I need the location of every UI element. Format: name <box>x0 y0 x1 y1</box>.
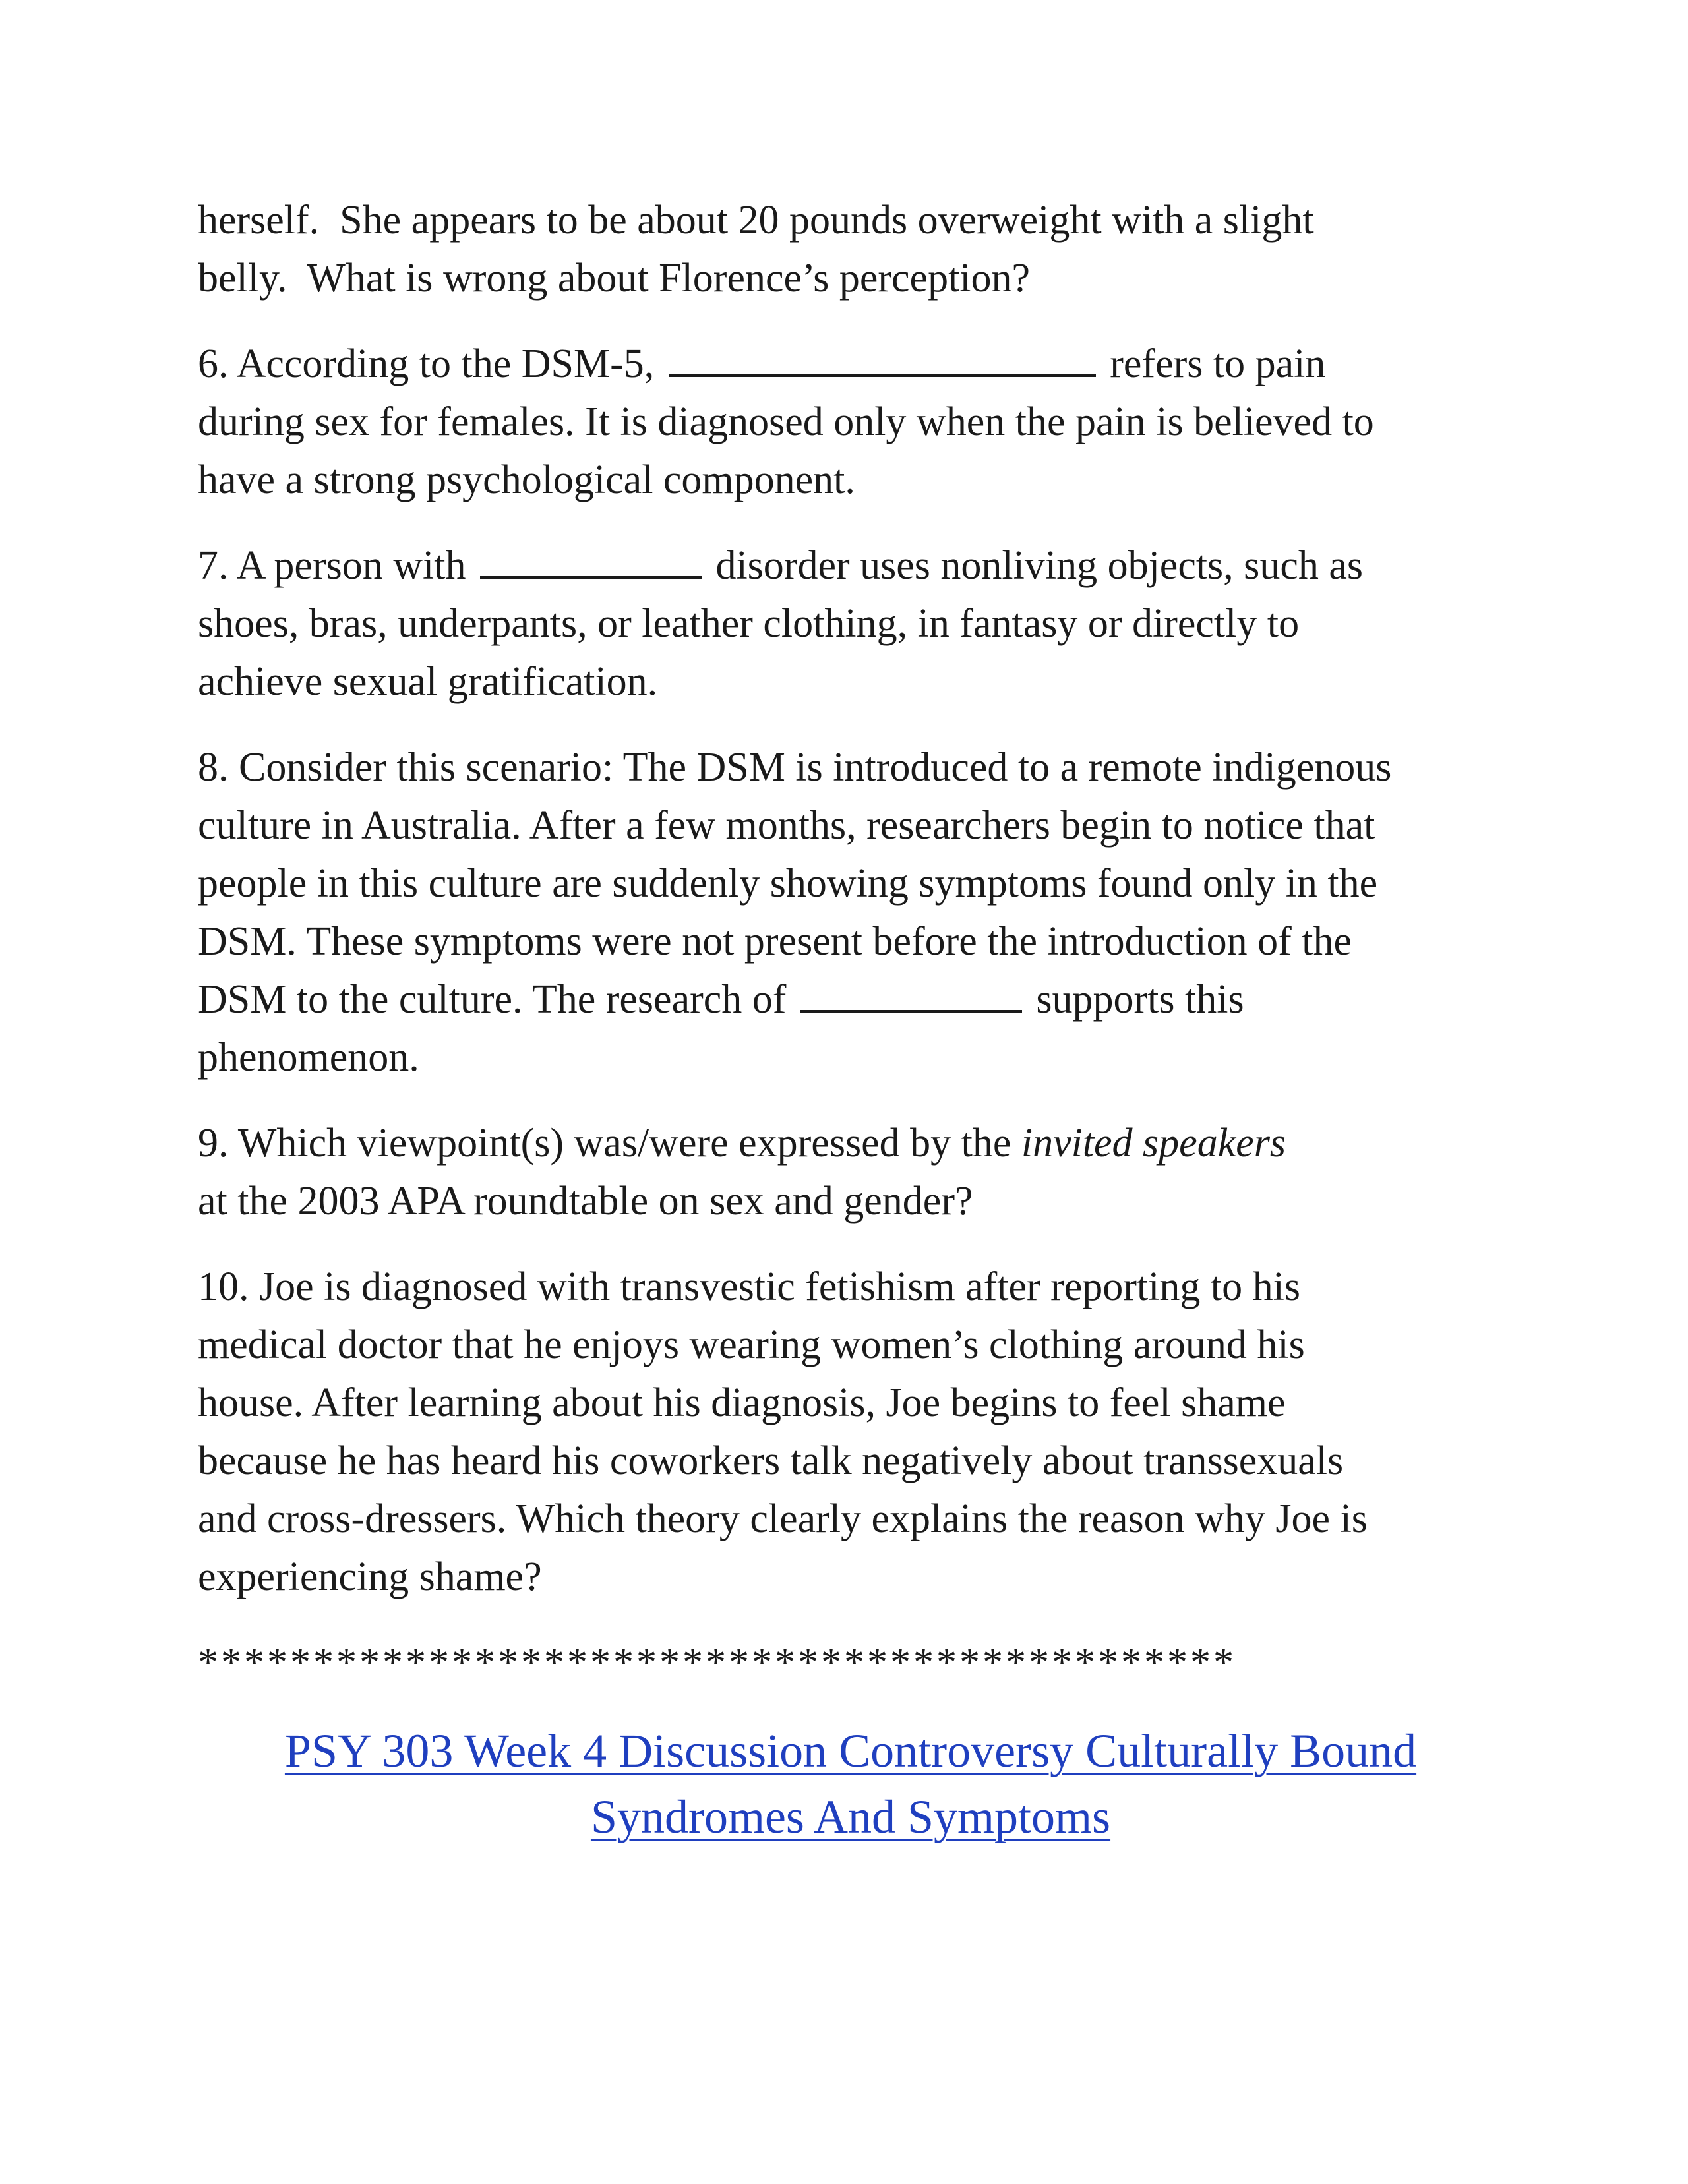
course-link[interactable] <box>198 1718 1503 1850</box>
text-line: DSM. These symptoms were not present before the introduction of the <box>198 919 1352 964</box>
answer-blank <box>669 336 1096 377</box>
course-link-line-2[interactable]: Syndromes And Symptoms <box>590 1790 1111 1843</box>
answer-blank <box>800 972 1022 1013</box>
text-line: culture in Australia. After a few months, researchers begin to notice that <box>198 803 1375 848</box>
text-line: during sex for females. It is diagnosed only when the pain is believed to <box>198 399 1374 444</box>
text-line <box>198 537 1503 595</box>
question-9 <box>198 1114 1503 1230</box>
text-line: shoes, bras, underpants, or leather clothing, in fantasy or directly to <box>198 601 1300 646</box>
question-9-text-start: 9. Which viewpoint(s) was/were expressed by the <box>198 1121 1021 1166</box>
question-10 <box>198 1258 1503 1606</box>
question-6 <box>198 335 1503 509</box>
text-line <box>198 335 1503 393</box>
text-line <box>198 1114 1503 1172</box>
question-7-text-start: 7. A person with <box>198 543 476 588</box>
text-line: belly. What is wrong about Florence’s perception? <box>198 256 1031 301</box>
question-9-italic-text: invited speakers <box>1021 1121 1286 1166</box>
text-line: at the 2003 APA roundtable on sex and gender? <box>198 1179 973 1224</box>
text-line: house. After learning about his diagnosis, Joe begins to feel shame <box>198 1380 1286 1425</box>
text-line: experiencing shame? <box>198 1554 542 1599</box>
text-line: 10. Joe is diagnosed with transvestic fetishism after reporting to his <box>198 1264 1300 1309</box>
text-line: and cross-dressers. Which theory clearly explains the reason why Joe is <box>198 1496 1368 1541</box>
separator: ********************************************* <box>198 1640 1236 1685</box>
course-link-line-1[interactable]: PSY 303 Week 4 Discussion Controversy Culturally Bound <box>284 1725 1417 1777</box>
question-7 <box>198 537 1503 711</box>
text-line: people in this culture are suddenly showing symptoms found only in the <box>198 861 1378 906</box>
text-line: herself. She appears to be about 20 pounds overweight with a slight <box>198 198 1314 243</box>
question-6-text-start: 6. According to the DSM-5, <box>198 341 665 386</box>
question-8 <box>198 738 1503 1086</box>
text-line: because he has heard his coworkers talk negatively about transsexuals <box>198 1438 1344 1483</box>
text-line: phenomenon. <box>198 1035 419 1080</box>
text-line: have a strong psychological component. <box>198 457 855 502</box>
question-8-text-start: DSM to the culture. The research of <box>198 977 797 1022</box>
text-line: medical doctor that he enjoys wearing women’s clothing around his <box>198 1322 1305 1367</box>
course-link-block <box>198 1718 1503 1850</box>
question-8-text-end: supports this <box>1025 977 1244 1022</box>
intro-paragraph <box>198 191 1503 307</box>
question-7-text-end: disorder uses nonliving objects, such as <box>705 543 1363 588</box>
text-line <box>198 970 1503 1028</box>
question-6-text-end: refers to pain <box>1099 341 1326 386</box>
document-page <box>198 191 1503 1850</box>
text-line: 8. Consider this scenario: The DSM is introduced to a remote indigenous <box>198 745 1392 790</box>
answer-blank <box>480 538 702 579</box>
text-line: achieve sexual gratification. <box>198 659 658 704</box>
